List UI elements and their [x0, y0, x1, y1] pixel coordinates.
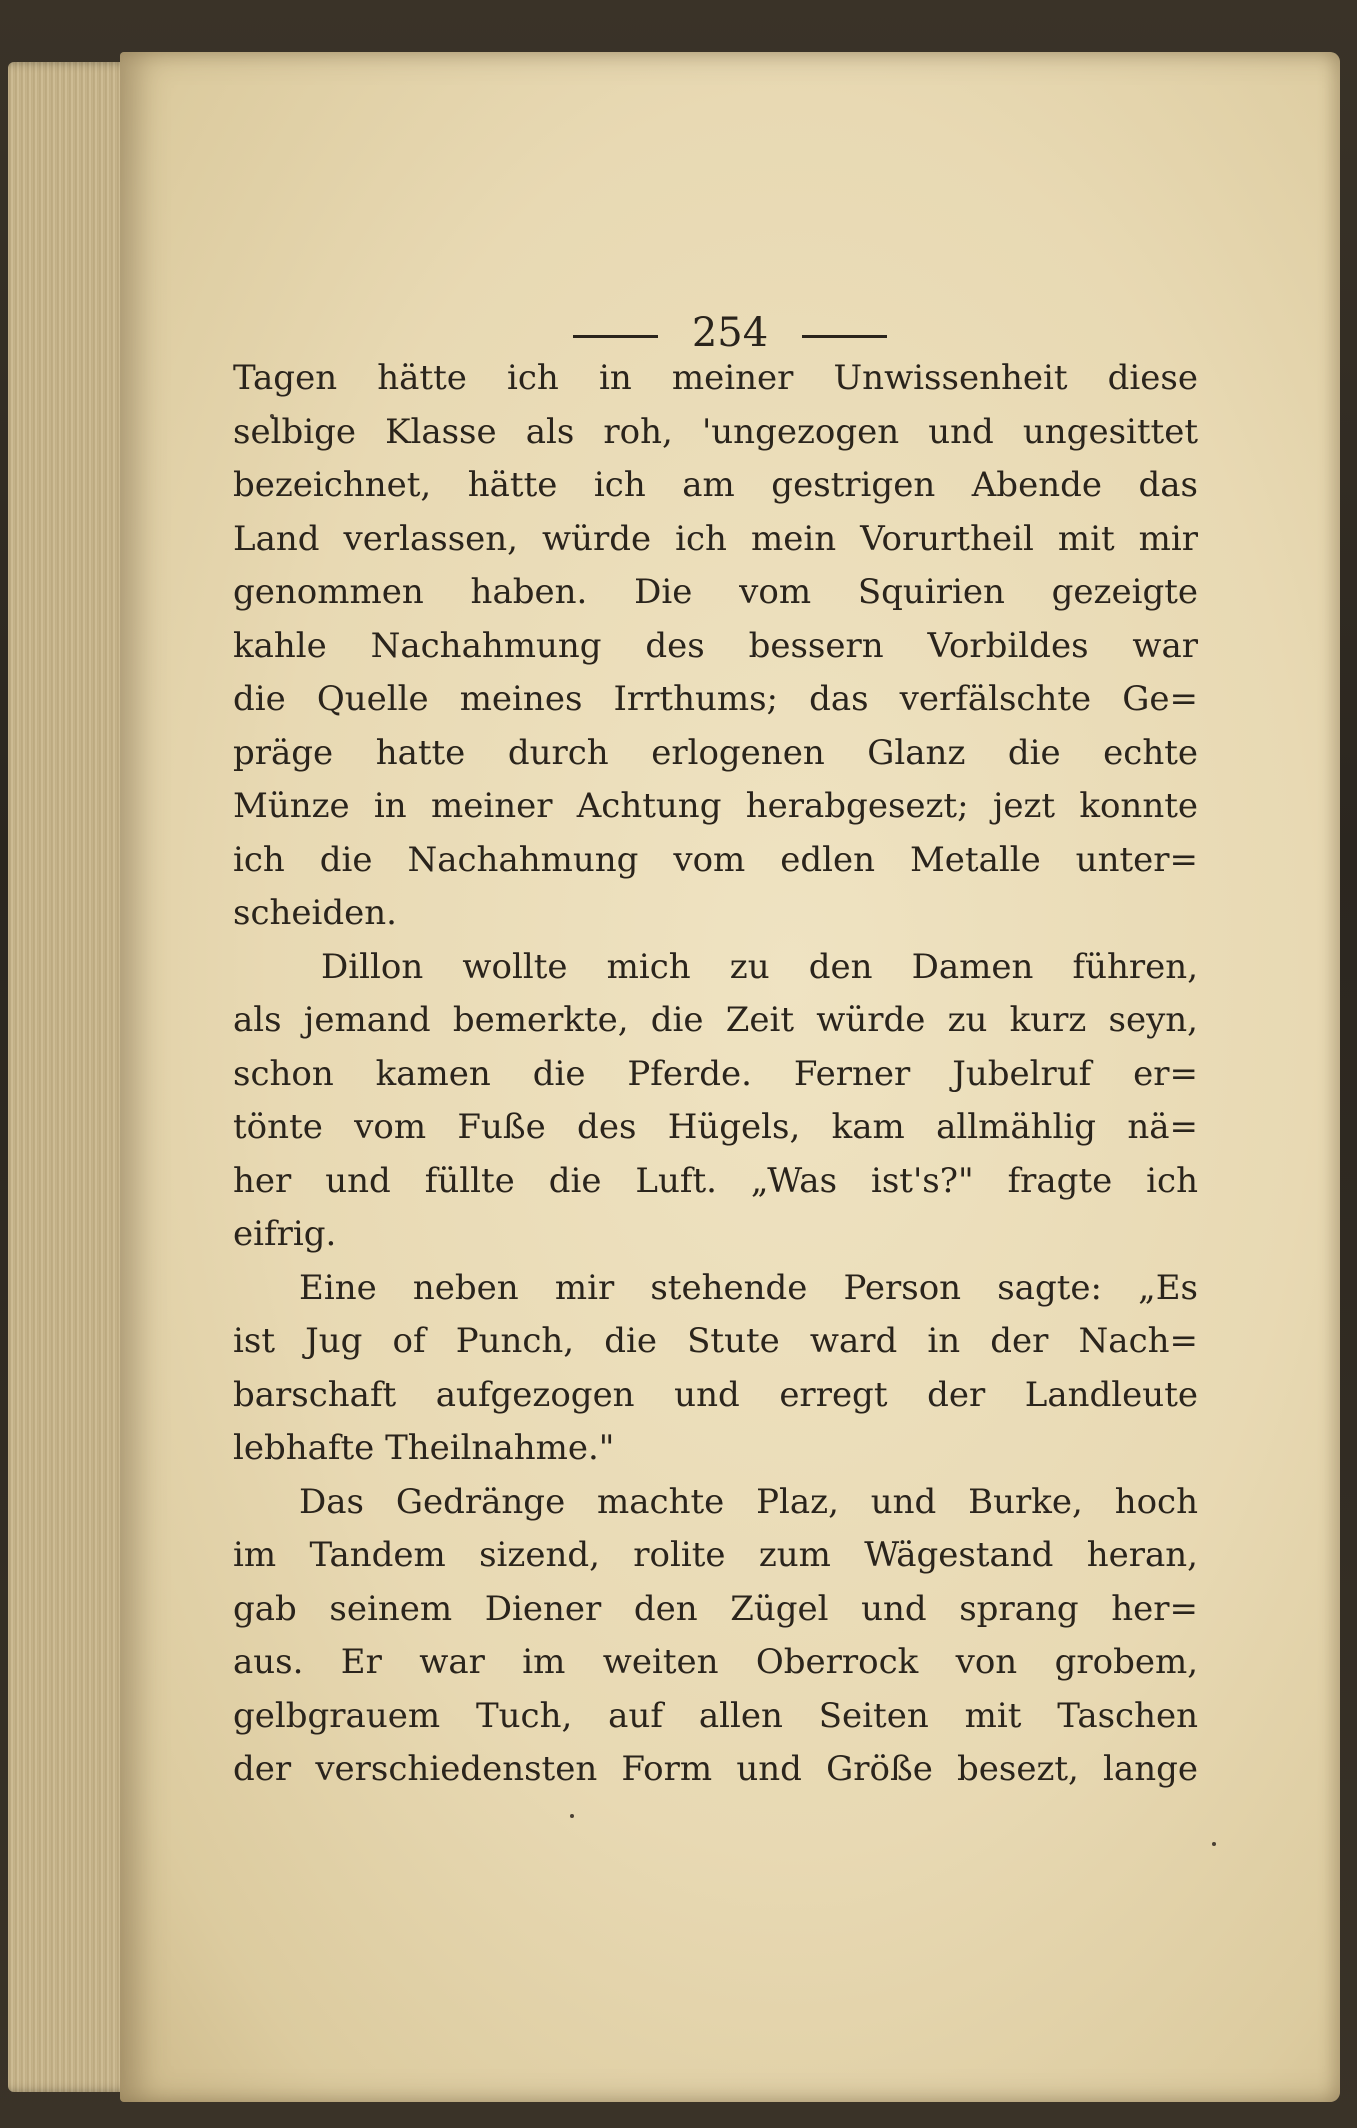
text-line: ich die Nachahmung vom edlen Metalle unter= [233, 839, 1198, 880]
text-line: Münze in meiner Achtung herabgesezt; jezt konnte [233, 786, 1198, 826]
text-line: die Quelle meines Irrthums; das verfälschte Ge= [233, 679, 1198, 719]
ink-speck [1212, 1842, 1216, 1846]
text-line: Das Gedränge machte Plaz, und Burke, hoch [299, 1481, 1198, 1522]
text-line: ist Jug of Punch, die Stute ward in der Nach= [233, 1321, 1198, 1361]
text-line: scheiden. [233, 893, 397, 933]
text-line: gab seinem Diener den Zügel und sprang her= [233, 1588, 1198, 1629]
text-line: eifrig. [233, 1214, 337, 1254]
body-text [233, 352, 1198, 1797]
text-line: Eine neben mir stehende Person sagte: „Es [299, 1267, 1198, 1308]
text-line: der verschiedensten Form und Größe besezt, lange [233, 1749, 1198, 1789]
text-line: Tagen hätte ich in meiner Unwissenheit diese [233, 358, 1198, 398]
text-line: bezeichnet, hätte ich am gestrigen Abende das [233, 465, 1198, 505]
text-line: im Tandem sizend, rolite zum Wägestand heran, [233, 1535, 1198, 1575]
text-line: selbige Klasse als roh, 'ungezogen und ungesittet [233, 411, 1198, 452]
ink-speck [570, 1814, 574, 1818]
text-line: barschaft aufgezogen und erregt der Landleute [233, 1374, 1198, 1415]
text-line: präge hatte durch erlogenen Glanz die echte [233, 732, 1198, 773]
page-edges [8, 62, 138, 2092]
text-line: lebhafte Theilnahme." [233, 1428, 615, 1468]
text-line: her und füllte die Luft. „Was ist's?" fragte ich [233, 1160, 1198, 1201]
text-line: Land verlassen, würde ich mein Vorurtheil mit mir [233, 518, 1198, 559]
text-line: kahle Nachahmung des bessern Vorbildes war [233, 625, 1198, 666]
text-line: tönte vom Fuße des Hügels, kam allmählig nä= [233, 1107, 1198, 1147]
text-line: genommen haben. Die vom Squirien gezeigte [233, 572, 1198, 612]
text-line: gelbgrauem Tuch, auf allen Seiten mit Taschen [233, 1695, 1198, 1736]
text-line: als jemand bemerkte, die Zeit würde zu kurz seyn, [233, 1000, 1198, 1040]
text-line: schon kamen die Pferde. Ferner Jubelruf er= [233, 1053, 1198, 1094]
header-dash-left [573, 335, 658, 338]
page-number: 254 [691, 310, 769, 356]
text-line: Dillon wollte mich zu den Damen führen, [321, 946, 1198, 987]
page-header [120, 310, 1340, 356]
text-line: aus. Er war im weiten Oberrock von grobem, [233, 1642, 1198, 1682]
header-dash-right [802, 335, 887, 338]
